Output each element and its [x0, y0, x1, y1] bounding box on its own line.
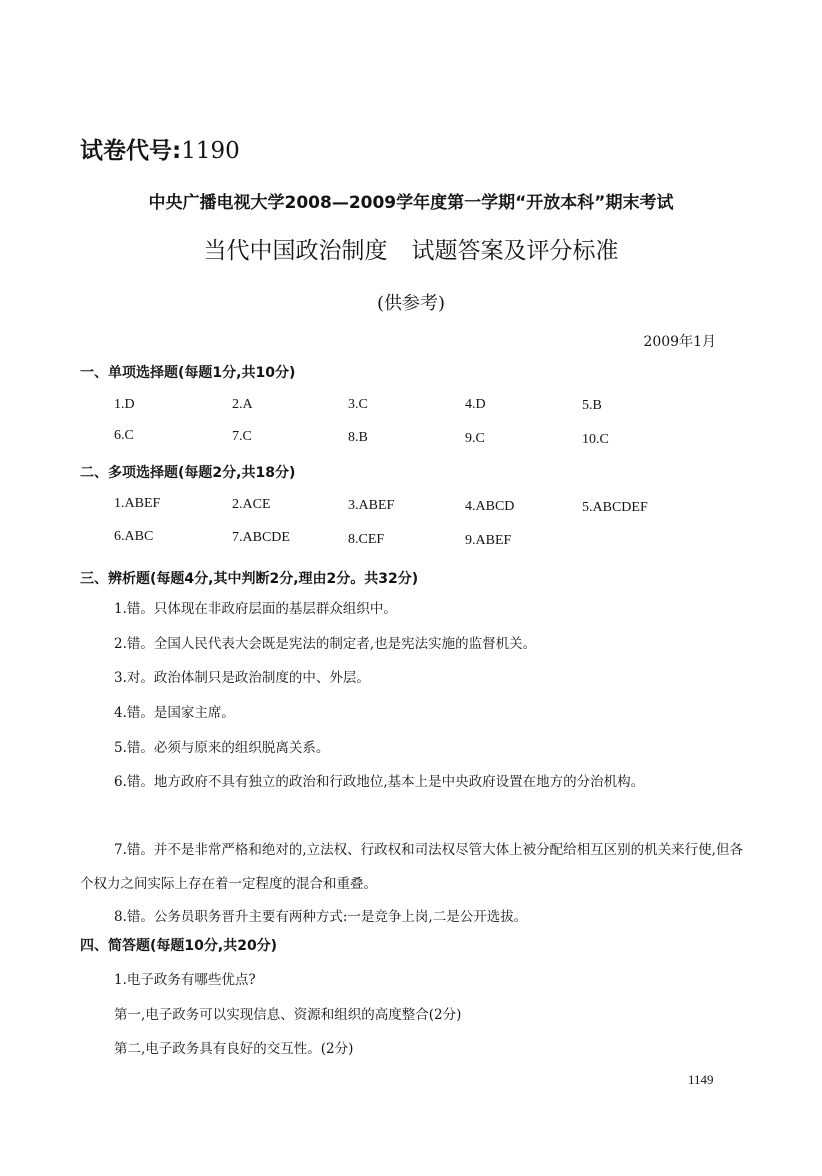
- document-title: [0, 232, 822, 265]
- answer-item: 8.CEF: [348, 532, 385, 547]
- answer-item: 1.D: [114, 397, 135, 412]
- reference-note: (供参考): [376, 293, 446, 314]
- answer-item: 9.ABEF: [465, 533, 512, 548]
- paper-code-label: 试卷代号:: [80, 138, 182, 164]
- answer-item: 2.A: [232, 397, 253, 412]
- answer-item: 6.C: [114, 428, 134, 443]
- answer-item: 5.ABCDEF: [582, 500, 648, 515]
- answer-item: 10.C: [582, 432, 609, 447]
- answer-item: 1.ABEF: [114, 496, 161, 511]
- discussion-item: 3.对。政治体制只是政治制度的中、外层。: [114, 670, 370, 686]
- section-3-heading: 三、辨析题(每题4分,其中判断2分,理由2分。共32分): [80, 571, 419, 587]
- discussion-item: 7.错。并不是非常严格和绝对的,立法权、行政权和司法权尽管大体上被分配给相互区别的机关来行使,但各个权力之间实际上存在着一定程度的混合和重叠。: [80, 842, 743, 892]
- answer-item: 2.ACE: [232, 497, 271, 512]
- answer-item: 7.C: [232, 429, 252, 444]
- paper-code: [80, 132, 240, 165]
- paper-code-number: 1190: [181, 138, 240, 164]
- answer-point: 第二,电子政务具有良好的交互性。(2分): [114, 1041, 354, 1057]
- section-2-heading: 二、多项选择题(每题2分,共18分): [80, 465, 296, 481]
- answer-item: 9.C: [465, 431, 485, 446]
- title-answers: 试题答案及评分标准: [411, 238, 619, 264]
- answer-item: 3.ABEF: [348, 498, 395, 513]
- answer-item: 3.C: [348, 397, 368, 412]
- section-1-heading: 一、单项选择题(每题1分,共10分): [80, 365, 296, 381]
- title-subject: 当代中国政治制度: [203, 238, 388, 264]
- answer-point: 第一,电子政务可以实现信息、资源和组织的高度整合(2分): [114, 1007, 462, 1023]
- answer-item: 8.B: [348, 430, 368, 445]
- answer-item: 5.B: [582, 398, 602, 413]
- answer-item: 4.ABCD: [465, 499, 515, 514]
- exam-line: 中央广播电视大学2008—2009学年度第一学期“开放本科”期末考试: [148, 193, 674, 213]
- section-4-heading: 四、简答题(每题10分,共20分): [80, 938, 278, 954]
- discussion-item: 6.错。地方政府不具有独立的政治和行政地位,基本上是中央政府设置在地方的分治机构。: [114, 774, 645, 790]
- short-answer-question: 1.电子政务有哪些优点?: [114, 972, 256, 988]
- discussion-item: 4.错。是国家主席。: [114, 705, 235, 721]
- answer-item: 6.ABC: [114, 529, 154, 544]
- exam-date: 2009年1月: [643, 334, 716, 350]
- discussion-item: 2.错。全国人民代表大会既是宪法的制定者,也是宪法实施的监督机关。: [114, 636, 537, 652]
- answer-item: 4.D: [465, 397, 486, 412]
- discussion-item: 8.错。公务员职务晋升主要有两种方式:一是竞争上岗,二是公开选拔。: [114, 909, 528, 925]
- answer-item: 7.ABCDE: [232, 530, 290, 545]
- page-number: 1149: [688, 1072, 714, 1087]
- discussion-item: 5.错。必须与原来的组织脱离关系。: [114, 740, 330, 756]
- discussion-item: 1.错。只体现在非政府层面的基层群众组织中。: [114, 601, 397, 617]
